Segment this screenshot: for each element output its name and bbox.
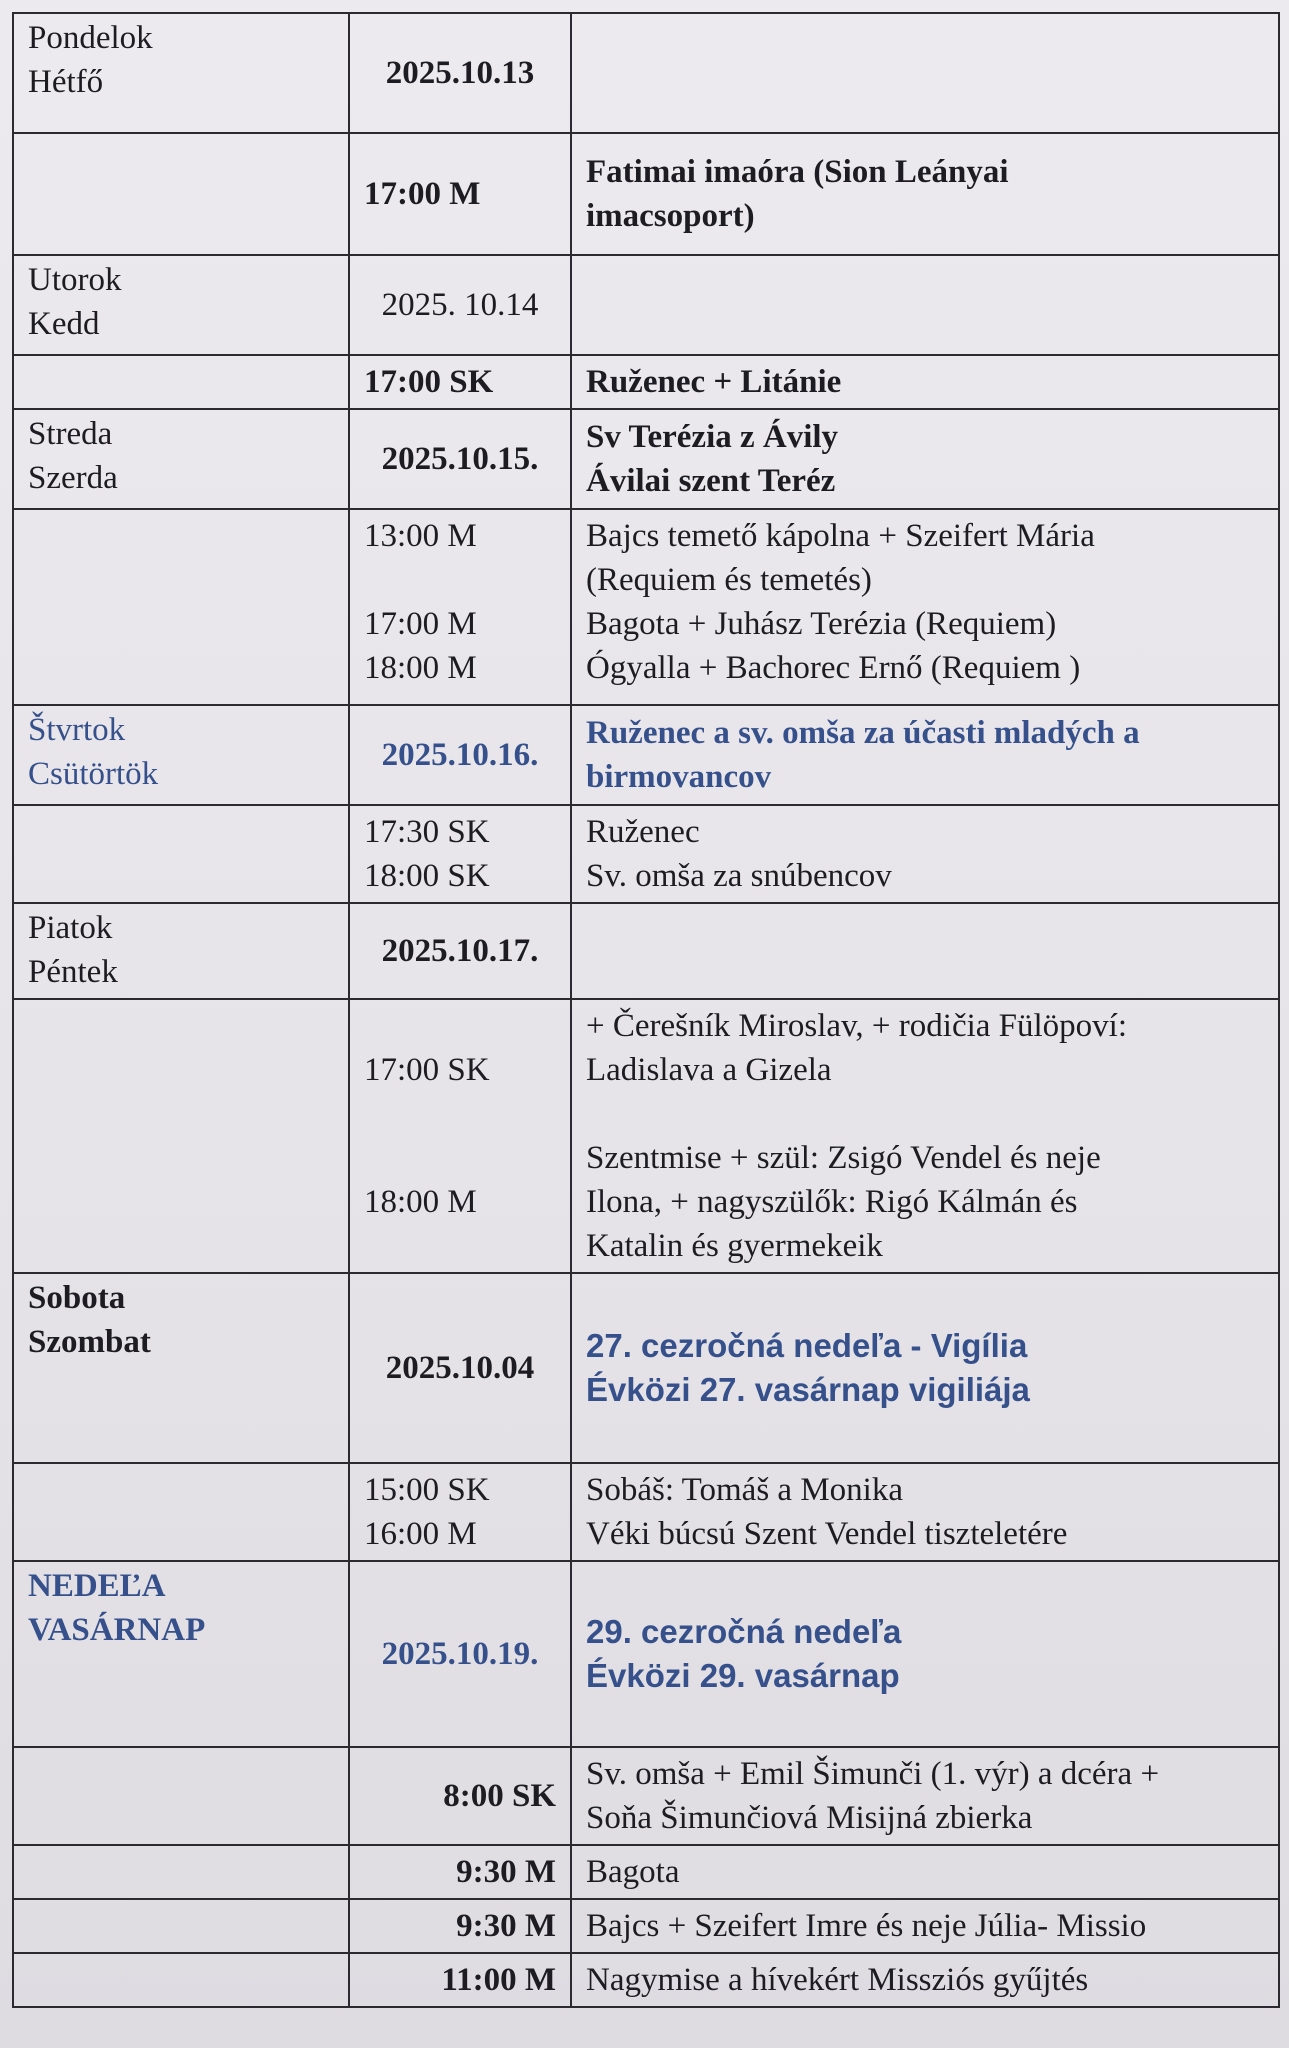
headline-cell [571, 13, 1279, 133]
event-row [13, 1463, 1279, 1561]
event-description: Bagota [571, 1845, 1279, 1899]
time-cell: 17:30 SK 18:00 SK [349, 805, 571, 903]
day-header-row [13, 1273, 1279, 1463]
feast-headline: Sv Terézia z Ávily Ávilai szent Teréz [571, 409, 1279, 509]
day-name-cell [13, 409, 349, 509]
day-name-hu: VASÁRNAP [28, 1612, 206, 1648]
day-name-hu: Kedd [28, 306, 100, 342]
event-row [13, 133, 1279, 255]
event-description: Bajcs + Szeifert Imre és neje Júlia- Missio [571, 1899, 1279, 1953]
day-header-row [13, 1561, 1279, 1747]
time-cell: 13:00 M 17:00 M 18:00 M [349, 509, 571, 705]
time-cell: 17:00 M [349, 133, 571, 255]
time-cell: 9:30 M [349, 1899, 571, 1953]
headline-cell [571, 255, 1279, 355]
day-name-cell [13, 13, 349, 133]
day-header-row [13, 705, 1279, 805]
day-name-hu: Péntek [28, 954, 118, 990]
day-header-row [13, 903, 1279, 999]
date-cell: 2025.10.19. [349, 1561, 571, 1747]
day-name-sk: Piatok [28, 910, 113, 946]
day-name-cell [13, 903, 349, 999]
event-description: Fatimai imaóra (Sion Leányai imacsoport) [571, 133, 1279, 255]
day-name-cell [13, 255, 349, 355]
event-description: Sobáš: Tomáš a Monika Véki búcsú Szent Vendel tiszteletére [571, 1463, 1279, 1561]
feast-headline: 27. cezročná nedeľa - Vigília Évközi 27. vasárnap vigiliája [571, 1273, 1279, 1463]
day-name-sk: Utorok [28, 262, 122, 298]
date-cell: 2025. 10.14 [349, 255, 571, 355]
day-header-row [13, 255, 1279, 355]
date-cell: 2025.10.15. [349, 409, 571, 509]
event-description: Nagymise a hívekért Missziós gyűjtés [571, 1953, 1279, 2007]
event-row [13, 1845, 1279, 1899]
time-cell: 8:00 SK [349, 1747, 571, 1845]
day-name-cell [13, 705, 349, 805]
day-name-sk: Sobota [28, 1280, 126, 1316]
day-name-cell [13, 1561, 349, 1747]
event-row [13, 999, 1279, 1273]
day-name-cell [13, 1273, 349, 1463]
time-cell: 17:00 SK [349, 355, 571, 409]
day-name-hu: Hétfő [28, 64, 104, 100]
day-name-sk: Pondelok [28, 20, 153, 56]
headline-cell [571, 903, 1279, 999]
feast-headline: Ruženec a sv. omša za účasti mladých a birmovancov [571, 705, 1279, 805]
event-row [13, 805, 1279, 903]
event-description: Sv. omša + Emil Šimunči (1. výr) a dcéra + Soňa Šimunčiová Misijná zbierka [571, 1747, 1279, 1845]
event-description: Ruženec Sv. omša za snúbencov [571, 805, 1279, 903]
day-name-hu: Szombat [28, 1324, 151, 1360]
event-row [13, 1899, 1279, 1953]
event-row [13, 1953, 1279, 2007]
day-header-row [13, 13, 1279, 133]
event-description: Bajcs temető kápolna + Szeifert Mária (Requiem és temetés) Bagota + Juhász Terézia (Requiem) Ógyalla + Bachorec Ernő (Requiem ) [571, 509, 1279, 705]
date-cell: 2025.10.13 [349, 13, 571, 133]
date-cell: 2025.10.04 [349, 1273, 571, 1463]
event-description: + Čerešník Miroslav, + rodičia Fülöpoví: Ladislava a Gizela Szentmise + szül: Zsigó Vendel és neje Ilona, + nagyszülők: Rigó Kálmán és Katalin és gyermekeik [571, 999, 1279, 1273]
day-name-sk: Štvrtok [28, 712, 126, 748]
mass-schedule-table [12, 12, 1280, 2008]
event-description: Ruženec + Litánie [571, 355, 1279, 409]
time-cell: 9:30 M [349, 1845, 571, 1899]
event-row [13, 355, 1279, 409]
day-name-hu: Csütörtök [28, 756, 159, 792]
time-cell: 15:00 SK 16:00 M [349, 1463, 571, 1561]
day-name-sk: Streda [28, 416, 113, 452]
event-row [13, 1747, 1279, 1845]
day-name-hu: Szerda [28, 460, 118, 496]
date-cell: 2025.10.17. [349, 903, 571, 999]
day-name-sk: NEDEĽA [28, 1568, 166, 1604]
day-header-row [13, 409, 1279, 509]
time-cell: 17:00 SK 18:00 M [349, 999, 571, 1273]
feast-headline: 29. cezročná nedeľa Évközi 29. vasárnap [571, 1561, 1279, 1747]
date-cell: 2025.10.16. [349, 705, 571, 805]
event-row [13, 509, 1279, 705]
time-cell: 11:00 M [349, 1953, 571, 2007]
